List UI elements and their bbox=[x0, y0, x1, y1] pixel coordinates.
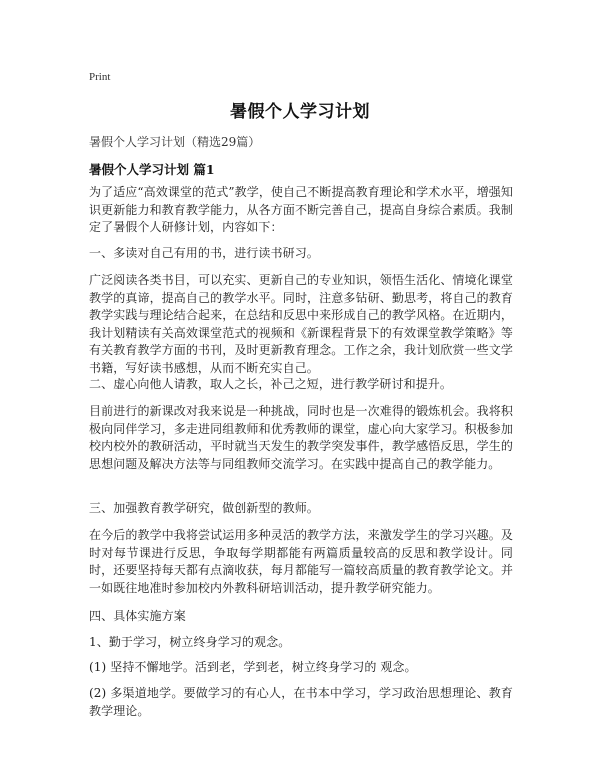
heading-point-4: 四、具体实施方案 bbox=[89, 609, 186, 623]
plan-item-1-2: (2) 多渠道地学。要做学习的有心人，在书本中学习，学习政治思想理论、教育教学理论。 bbox=[89, 686, 513, 718]
print-label: Print bbox=[89, 71, 111, 83]
plan-item-1: 1、勤于学习，树立终身学习的观念。 bbox=[89, 635, 291, 649]
heading-point-1: 一、多读对自己有用的书，进行读书研习。 bbox=[89, 246, 319, 260]
paragraph-intro: 为了适应“高效课堂的范式”教学，使自己不断提高教育理论和学术水平，增强知识更新能力和教育教学能力，从各方面不断完善自己，提高自身综合素质。我制定了暑假个人研修计划，内容如下： bbox=[89, 185, 513, 234]
section-heading: 暑假个人学习计划 篇1 bbox=[89, 162, 215, 177]
heading-point-3: 三、加强教育教学研究，做创新型的教师。 bbox=[89, 501, 319, 515]
paragraph-learning: 目前进行的新课改对我来说是一种挑战，同时也是一次难得的锻炼机会。我将积极向同伴学习，多走进同组教师和优秀教师的课堂，虚心向大家学习。积极参加校内校外的教研活动，平时就当天发生的教学突发事件，教学感悟反思，学生的思想问题及解决方法等与同组教师交流学习。在实践中提高自己的教学能力。 bbox=[89, 404, 513, 471]
plan-item-1-1: (1) 坚持不懈地学。活到老，学到老，树立终身学习的 观念。 bbox=[89, 660, 417, 674]
document-title: 暑假个人学习计划 bbox=[230, 102, 370, 122]
paragraph-research: 在今后的教学中我将尝试运用多种灵活的教学方法，来激发学生的学习兴趣。及时对每节课进行反思，争取每学期都能有两篇质量较高的反思和教学设计。同时，还要坚持每天都有点滴收获，每月都能写一篇较高质量的教育教学论文。并一如既往地准时参加校内外教科研培训活动，提升教学研究能力。 bbox=[89, 528, 513, 595]
document-subtitle: 暑假个人学习计划（精选29篇） bbox=[89, 135, 261, 149]
heading-point-2: 二、虚心向他人请教，取人之长，补己之短，进行教学研讨和提升。 bbox=[89, 377, 453, 391]
paragraph-reading: 广泛阅读各类书目，可以充实、更新自己的专业知识，领悟生活化、情境化课堂教学的真谛，提高自己的教学水平。同时，注意多钻研、勤思考，将自己的教育教学实践与理论结合起来，在总结和反思中来形成自己的教学风格。在近期内，我计划精读有关高效课堂范式的视频和《新课程背景下的有效课堂教学策略》等有关教育教学方面的书刊，及时更新教育理念。工作之余，我计划欣赏一些文学书籍，写好读书感想，从而不断充实自己。 bbox=[89, 273, 513, 375]
